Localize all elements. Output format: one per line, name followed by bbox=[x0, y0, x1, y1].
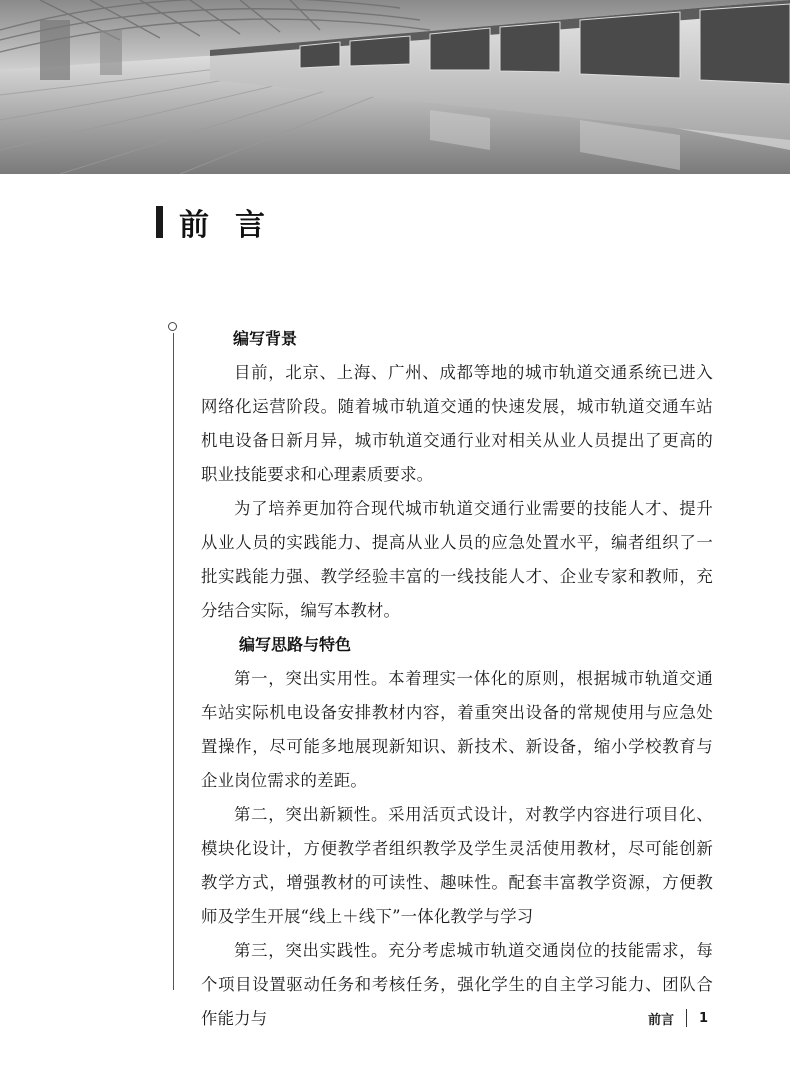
paragraph: 为了培养更加符合现代城市轨道交通行业需要的技能人才、提升从业人员的实践能力、提高从业人员的应急处置水平，编者组织了一批实践能力强、教学经验丰富的一线技能人才、企业专家和教师，充分结合实际，编写本教材。 bbox=[201, 499, 713, 620]
page-heading bbox=[156, 204, 291, 243]
section-heading: 编写思路与特色 bbox=[239, 635, 352, 654]
header-banner-image bbox=[0, 0, 790, 174]
paragraph: 第二，突出新颖性。采用活页式设计，对教学内容进行项目化、模块化设计，方便教学者组织教学及学生灵活使用教材，尽可能创新教学方式，增强教材的可读性、趣味性。配套丰富教学资源，方便教师及学生开展“线上＋线下”一体化教学与学习 bbox=[201, 805, 713, 926]
metro-platform-illustration bbox=[0, 0, 790, 174]
page-number: 1 bbox=[698, 1010, 708, 1026]
section-heading: 编写背景 bbox=[233, 329, 298, 348]
paragraph: 第三，突出实践性。充分考虑城市轨道交通岗位的技能需求，每个项目设置驱动任务和考核任务，强化学生的自主学习能力、团队合作能力与 bbox=[201, 941, 713, 1028]
paragraph: 目前，北京、上海、广州、成都等地的城市轨道交通系统已进入网络化运营阶段。随着城市轨道交通的快速发展，城市轨道交通车站机电设备日新月异，城市轨道交通行业对相关从业人员提出了更高的职业技能要求和心理素质要求。 bbox=[201, 363, 713, 484]
footer-section-label: 前言 bbox=[647, 1012, 674, 1028]
page-title: 前言 bbox=[179, 208, 291, 243]
decorative-vertical-line bbox=[173, 333, 174, 990]
preface-body bbox=[201, 322, 713, 1036]
page-footer bbox=[648, 1008, 708, 1028]
footer-divider bbox=[686, 1009, 687, 1027]
decorative-circle-icon bbox=[168, 322, 177, 331]
title-accent-bar bbox=[156, 206, 163, 238]
paragraph: 第一，突出实用性。本着理实一体化的原则，根据城市轨道交通车站实际机电设备安排教材内容，着重突出设备的常规使用与应急处置操作，尽可能多地展现新知识、新技术、新设备，缩小学校教育与企业岗位需求的差距。 bbox=[201, 669, 713, 790]
